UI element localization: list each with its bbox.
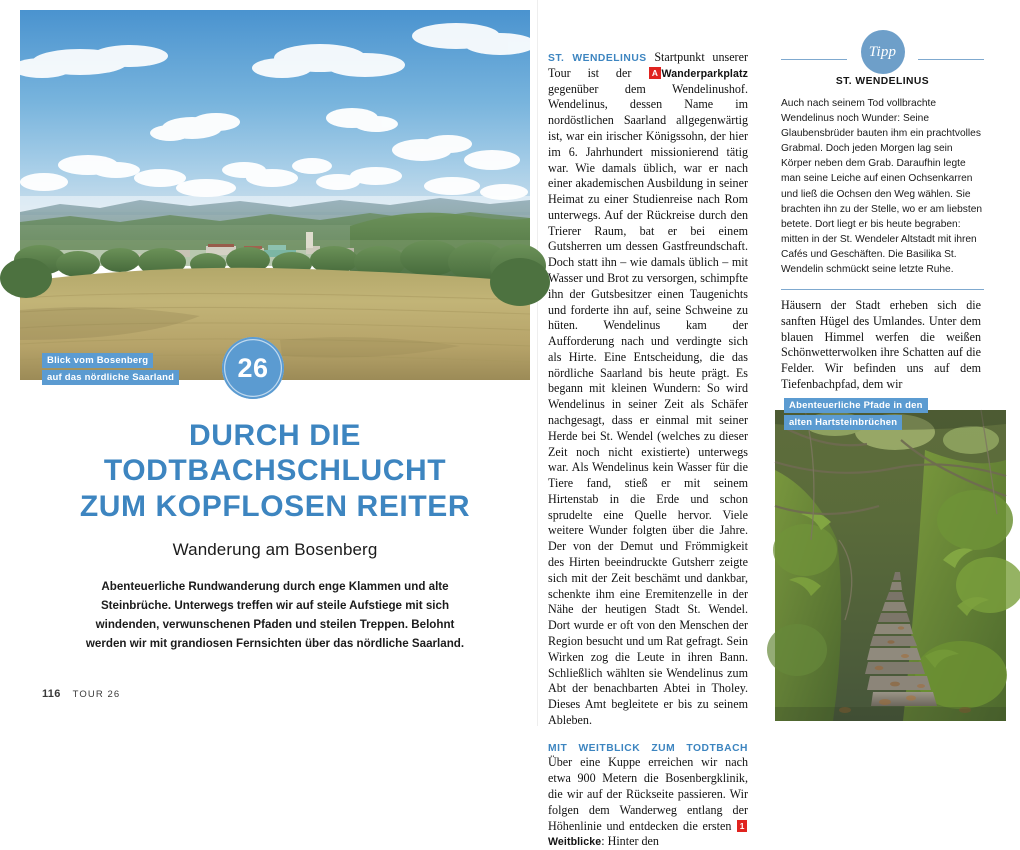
page-subtitle: Wanderung am Bosenberg — [172, 540, 378, 560]
section1-text-before-marker: Startpunkt unserer Tour ist der — [548, 50, 748, 80]
footer-page-number: 116 — [42, 688, 61, 700]
column-gutter-divider — [537, 0, 538, 726]
tipp-badge-icon: Tipp — [861, 30, 905, 74]
hero-caption-line-1: Blick vom Bosenberg — [42, 353, 153, 368]
body-paragraph-mit-weitblick — [548, 740, 748, 850]
page-title-line-1: DURCH DIE — [188, 419, 362, 452]
section2-text-before-marker: Über eine Kuppe erreichen wir nach etwa 900 Metern die Bosenbergklinik, die wir auf der Rückseite passieren. Wir folgen dem Wanderweg entlang der Höhenlinie und entdecken die ersten — [548, 755, 748, 833]
page-title-line-3: ZUM KOPFLOSEN REITER — [79, 489, 471, 523]
forest-caption-line-1: Abenteuerliche Pfade in den — [784, 398, 928, 413]
hero-caption-line-2: auf das nördliche Saarland — [42, 370, 179, 385]
forest-photo-graphic — [775, 410, 1006, 721]
tipp-body-text: Auch nach seinem Tod vollbrachte Wendelinus noch Wunder: Seine Glaubensbrüder bauten ihm ein prachtvolles Grabmal. Doch jeden Morgen lag sein Körper neben dem Grab. Daraufhin legte man seine Leiche auf einen Ochsenkarren und ließ die Ochsen den Weg wählen. Sie brachten ihn zu der Stelle, wo er am liebsten betete. Dort liegt er bis heute begraben: mitten in der St. Wendeler Altstadt mit ihren Cafés und Geschäften. Die Basilika St. Wendelin schmückt seine letzte Ruhe. — [781, 98, 983, 276]
tipp-rule-bottom — [781, 289, 984, 290]
forest-path-photo — [775, 410, 1006, 721]
tipp-title: ST. WENDELINUS — [835, 76, 930, 87]
body-column-right-continuation — [781, 298, 981, 393]
poi-marker-1: 1 — [737, 820, 747, 832]
body-column-middle — [548, 50, 748, 850]
page-footer — [42, 688, 120, 700]
forest-caption-line-2: alten Hartsteinbrüchen — [784, 415, 902, 430]
run-in-heading-st-wendelinus: ST. WENDELINUS — [548, 53, 647, 64]
hero-photo-graphic — [20, 10, 530, 380]
tipp-rule-left — [781, 59, 847, 60]
poi-marker-a: A — [649, 67, 660, 79]
run-in-heading-mit-weitblick: MIT WEITBLICK ZUM TODTBACH — [548, 742, 748, 754]
poi-name-wanderparkplatz: Wanderparkplatz — [661, 67, 748, 80]
section2-text-after-marker: : Hinter den — [601, 834, 659, 849]
footer-tour-label: TOUR 26 — [72, 689, 121, 700]
forest-photo-caption — [784, 398, 928, 430]
hero-landscape-photo — [20, 10, 530, 380]
hero-photo-caption — [42, 353, 179, 385]
section1-text-after-marker: gegenüber dem Wendelinushof. Wendelinus, dessen Name im nordöstlichen Saarland allgegenwärtig ist, war ein irischer Königssohn, der hier im 6. Jahrhundert missionierend tätig war. Wie damals üblich, war er nach einer akademischen Ausbildung in seiner Heimat zu einer Studienreise nach Rom unterwegs. Auf der Rückreise durch den Trierer Raum, bat er bei einem Gutsherren um dessen Gastfreundschaft. Doch statt ihn – wie damals üblich – mit Wasser und Brot zu versorgen, schimpfte ihn der Gutsbesitzer einen Taugenichts und forderte ihn auf, seine Schweine zu hüten. Wendelinus kam der Aufforderung nach und verdingte sich als Hirte. Eine Entscheidung, die das nördliche Saarland bis heute prägt. Es begann mit kleinen Wundern: So wird Wendelinus in seiner Zeit als Schäfer nachgesagt, dass er einmal mit seiner Herde bei St. Wendel (welches zu dieser Zeit noch nicht existierte) unterwegs war. Als Wendelinus kein Wasser für die Tiere fand, stieß er mit seinem Hirtenstab in die Erde und schon sprudelte eine Quelle hervor. Viele weitere Wunder folgten über die Jahre. Der von der Demut und Frömmigkeit des Hirten beeindruckte Gutsherr zeigte sich mit der Zeit beschämt und dankbar, schenkte ihm eine Eremitenzelle in der Nähe der heutigen Stadt St. Wendel. Dort wurde er oft von den Menschen der Region besucht und um Rat gefragt. Sein Wirken zog die Leute in ihren Bann. Schließlich wählten sie Wendelinus zum Abt der benachbarten Abtei in Tholey. Dieses Amt begleitete er bis zu seinem Ableben. — [548, 81, 748, 727]
body-paragraph-st-wendelinus — [548, 50, 748, 729]
page-title-line-2: TODTBACHSCHLUCHT — [103, 454, 447, 488]
tipp-rule-right — [918, 59, 984, 60]
poi-name-weitblicke: Weitblicke — [548, 836, 602, 849]
tour-number-badge: 26 — [222, 337, 284, 399]
title-block — [20, 418, 530, 653]
body-paragraph-continuation: Häusern der Stadt erheben sich die sanften Hügel des Umlandes. Unter dem blauen Himmel werfen die weißen Schönwetterwolken ihre Schatten auf die Felder. Wir befinden uns auf dem Tiefenbachpfad, dem wir — [781, 298, 981, 391]
tipp-box — [781, 30, 984, 290]
page-lead-paragraph: Abenteuerliche Rundwanderung durch enge Klammen und alte Steinbrüche. Unterwegs treffen wir auf steile Aufstiege mit sich windenden, verwunschenen Pfaden und steilen Treppen. Belohnt werden wir mit grandiosen Fernsichten über das nördliche Saarland. — [85, 580, 465, 650]
tipp-header-row — [781, 30, 984, 74]
page-title — [20, 418, 530, 524]
